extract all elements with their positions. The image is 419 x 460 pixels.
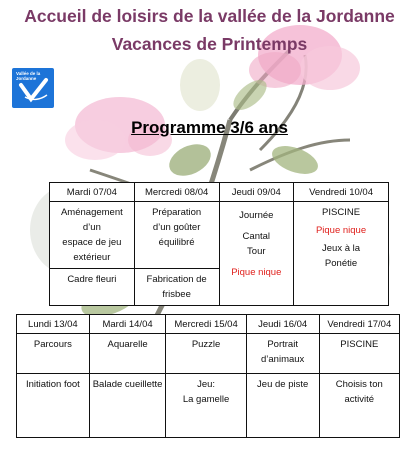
activity-cell	[50, 269, 135, 306]
logo-text: Vallée de la Jordanne	[16, 71, 41, 81]
activity-cell	[134, 269, 219, 306]
picnic-label: Pique nique	[231, 267, 282, 278]
activity-line: Jeu:	[197, 379, 216, 390]
activity-cell	[166, 374, 246, 438]
activity-line: Tour	[247, 246, 266, 257]
activity-line: Jeu de piste	[257, 379, 309, 390]
activity-line: Jeux à la	[322, 243, 361, 254]
activity-line: espace de jeu	[62, 237, 122, 248]
activity-cell	[50, 202, 135, 269]
activity-cell	[89, 374, 166, 438]
day-header: Mercredi 08/04	[134, 183, 219, 202]
activity-cell	[246, 374, 319, 438]
activity-line: Ponétie	[324, 258, 358, 269]
activity-line: Préparation	[152, 207, 202, 218]
day-header: Vendredi 10/04	[294, 183, 389, 202]
activity-line: Aménagement d’un	[60, 207, 123, 233]
activity-cell-full-day	[219, 202, 294, 306]
table-row-afternoon	[17, 374, 400, 438]
activity-cell	[319, 374, 399, 438]
activity-line: Initiation foot	[25, 379, 80, 390]
vallee-jordanne-logo	[12, 68, 54, 108]
activity-line: Choisis ton	[335, 379, 383, 390]
picnic-label: Pique nique	[315, 225, 367, 236]
page-subtitle: Vacances de Printemps	[111, 34, 308, 54]
day-header: Jeudi 09/04	[219, 183, 294, 202]
activity-line: PISCINE	[340, 339, 379, 350]
activity-line: activité	[344, 394, 375, 405]
activity-line: Fabrication de	[146, 274, 207, 285]
activity-line: d’animaux	[261, 354, 305, 365]
programme-title: Programme 3/6 ans	[131, 118, 288, 137]
activity-cell	[246, 334, 319, 374]
activity-line: Portrait	[267, 339, 298, 350]
activity-line: d’un goûter	[152, 222, 201, 233]
activity-cell	[17, 374, 90, 438]
table-row-morning	[50, 202, 389, 269]
day-header: Lundi 13/04	[17, 315, 90, 334]
activity-cell	[89, 334, 166, 374]
day-header: Vendredi 17/04	[319, 315, 399, 334]
week1-schedule-table	[49, 182, 389, 306]
activity-line: extérieur	[73, 252, 111, 263]
activity-line: Balade cueillette	[92, 379, 163, 390]
activity-line: équilibré	[158, 237, 195, 248]
table-row-morning	[17, 334, 400, 374]
activity-line: Aquarelle	[107, 339, 148, 350]
page-title: Accueil de loisirs de la vallée de la Jordanne	[24, 6, 395, 26]
activity-cell-full-day	[294, 202, 389, 306]
day-header: Mercredi 15/04	[166, 315, 246, 334]
table-header-row	[17, 315, 400, 334]
activity-line: Puzzle	[191, 339, 221, 350]
activity-line: Cantal	[242, 231, 271, 242]
activity-cell	[166, 334, 246, 374]
day-header: Jeudi 16/04	[246, 315, 319, 334]
activity-line: PISCINE	[322, 207, 361, 218]
activity-line: La gamelle	[182, 394, 230, 405]
activity-line: Cadre fleuri	[67, 274, 117, 285]
activity-line: frisbee	[162, 289, 191, 300]
week2-schedule-table	[16, 314, 400, 438]
table-header-row	[50, 183, 389, 202]
activity-line: Journée	[239, 210, 274, 221]
activity-cell	[17, 334, 90, 374]
day-header: Mardi 07/04	[50, 183, 135, 202]
day-header: Mardi 14/04	[89, 315, 166, 334]
activity-line: Parcours	[33, 339, 72, 350]
activity-cell	[134, 202, 219, 269]
activity-cell	[319, 334, 399, 374]
logo-check-icon	[12, 68, 54, 108]
